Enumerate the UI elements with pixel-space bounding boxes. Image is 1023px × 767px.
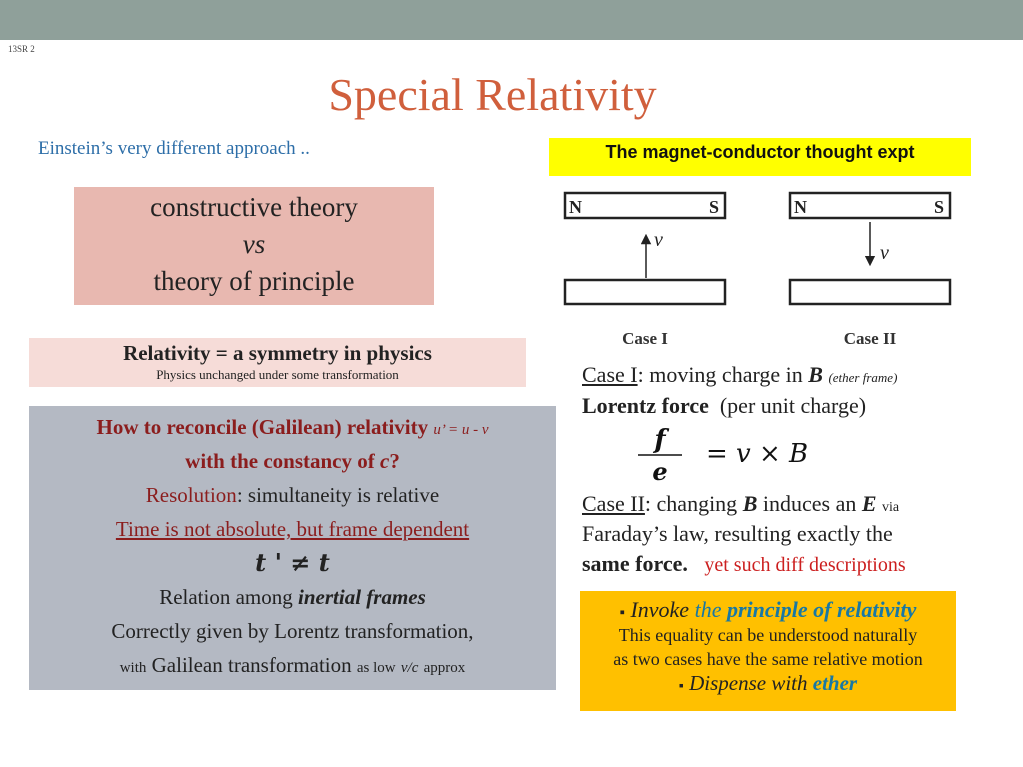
same-force-line xyxy=(582,551,906,577)
case1-text: : moving charge in xyxy=(637,362,803,387)
slide-number: 13SR 2 xyxy=(8,44,35,54)
time-inequality: t ' ≠ t xyxy=(255,548,330,577)
principle-of-relativity: principle of relativity xyxy=(726,597,917,622)
formula-numerator: f xyxy=(654,425,666,455)
case1-line xyxy=(582,362,897,388)
resolution-label: Resolution xyxy=(145,483,237,507)
magnet-conductor-diagram xyxy=(548,182,968,352)
case1-magnet-s: S xyxy=(709,197,720,217)
case2-velocity-label: v xyxy=(880,242,889,264)
equality-line: This equality can be understood naturally xyxy=(618,625,918,645)
same-force: same force. xyxy=(582,551,688,576)
lorentz-text: Correctly given by Lorentz transformation, xyxy=(111,619,474,643)
reconcile-box xyxy=(29,406,556,690)
galilean-line xyxy=(29,648,556,682)
reconcile-question: How to reconcile (Galilean) relativity xyxy=(96,415,429,439)
v-over-c: v/c xyxy=(400,660,419,676)
dispense-with: Dispense with xyxy=(689,671,808,695)
bullet-2: ▪ xyxy=(678,679,684,694)
relative-motion-line: as two cases have the same relative motion xyxy=(613,649,923,669)
time-line xyxy=(29,512,556,546)
case2-label: Case II xyxy=(843,329,897,348)
inequality-line xyxy=(29,546,556,580)
case2-text2: induces an xyxy=(762,491,857,516)
constancy-text: with the constancy of xyxy=(185,449,375,473)
top-bar xyxy=(0,0,1023,40)
the-word: the xyxy=(694,597,722,622)
case2-e-field: E xyxy=(861,491,877,516)
case2-diagram xyxy=(790,193,950,348)
case2-conductor xyxy=(790,280,950,304)
case2-magnet xyxy=(790,193,950,218)
invoke-line xyxy=(580,597,956,623)
diff-descriptions: yet such diff descriptions xyxy=(704,554,906,576)
case2-line xyxy=(582,491,899,517)
theory-vs: vs xyxy=(242,229,266,259)
ether-frame-note: (ether frame) xyxy=(828,370,898,385)
lorentz-force-line xyxy=(582,393,866,419)
inertial-frames: inertial frames xyxy=(298,585,426,609)
lorentz-line xyxy=(29,614,556,648)
case1-label: Case I xyxy=(622,329,668,348)
reconcile-question-line xyxy=(29,410,556,444)
with-word: with xyxy=(119,660,147,676)
case1-text-label: Case I xyxy=(582,362,638,387)
slide-subtitle: Einstein’s very different approach .. xyxy=(38,138,310,159)
speed-of-light: c xyxy=(380,449,390,473)
case2-text1: : changing xyxy=(644,491,738,516)
case1-magnet xyxy=(565,193,725,218)
galilean-formula: u’ = u - v xyxy=(433,422,489,438)
symmetry-subtext: Physics unchanged under some transformation xyxy=(156,367,399,382)
case1-magnet-n: N xyxy=(569,197,582,217)
formula-denominator: e xyxy=(652,457,668,486)
theory-line-3: theory of principle xyxy=(153,266,355,296)
dispense-line xyxy=(580,671,956,696)
formula-rhs: = v × B xyxy=(706,439,809,469)
symmetry-box xyxy=(29,338,526,387)
question-mark: ? xyxy=(389,449,400,473)
case1-conductor xyxy=(565,280,725,304)
constancy-line xyxy=(29,444,556,478)
bullet-1: ▪ xyxy=(619,605,625,621)
lorentz-force-label: Lorentz force xyxy=(582,393,709,418)
relation-text: Relation among xyxy=(159,585,293,609)
symmetry-heading: Relativity = a symmetry in physics xyxy=(123,341,432,365)
lorentz-formula xyxy=(630,422,890,488)
resolution-line xyxy=(29,478,556,512)
case2-text-label: Case II xyxy=(582,491,645,516)
case2-magnet-n: N xyxy=(794,197,807,217)
invoke-word: Invoke xyxy=(630,597,690,622)
per-unit-charge: (per unit charge) xyxy=(719,393,867,418)
theory-line-1: constructive theory xyxy=(150,192,358,222)
via-word: via xyxy=(882,500,900,515)
ether-word: ether xyxy=(812,671,858,695)
case2-b-field: B xyxy=(742,491,758,516)
principle-box xyxy=(580,591,956,711)
faraday-line: Faraday’s law, resulting exactly the xyxy=(582,521,893,546)
slide-title: Special Relativity xyxy=(328,69,657,120)
galilean-transformation: Galilean transformation xyxy=(151,653,352,677)
thought-expt-header: The magnet-conductor thought expt xyxy=(549,138,971,176)
as-low: as low xyxy=(356,660,396,676)
relation-line xyxy=(29,580,556,614)
time-not-absolute: Time is not absolute, but frame dependent xyxy=(115,517,470,541)
approx-word: approx xyxy=(423,660,466,676)
resolution-text: : simultaneity is relative xyxy=(236,483,440,507)
theory-box xyxy=(74,187,434,305)
case1-diagram xyxy=(565,193,725,348)
case1-b-field: B xyxy=(808,362,823,387)
case1-velocity-label: v xyxy=(654,229,663,251)
case2-magnet-s: S xyxy=(934,197,945,217)
